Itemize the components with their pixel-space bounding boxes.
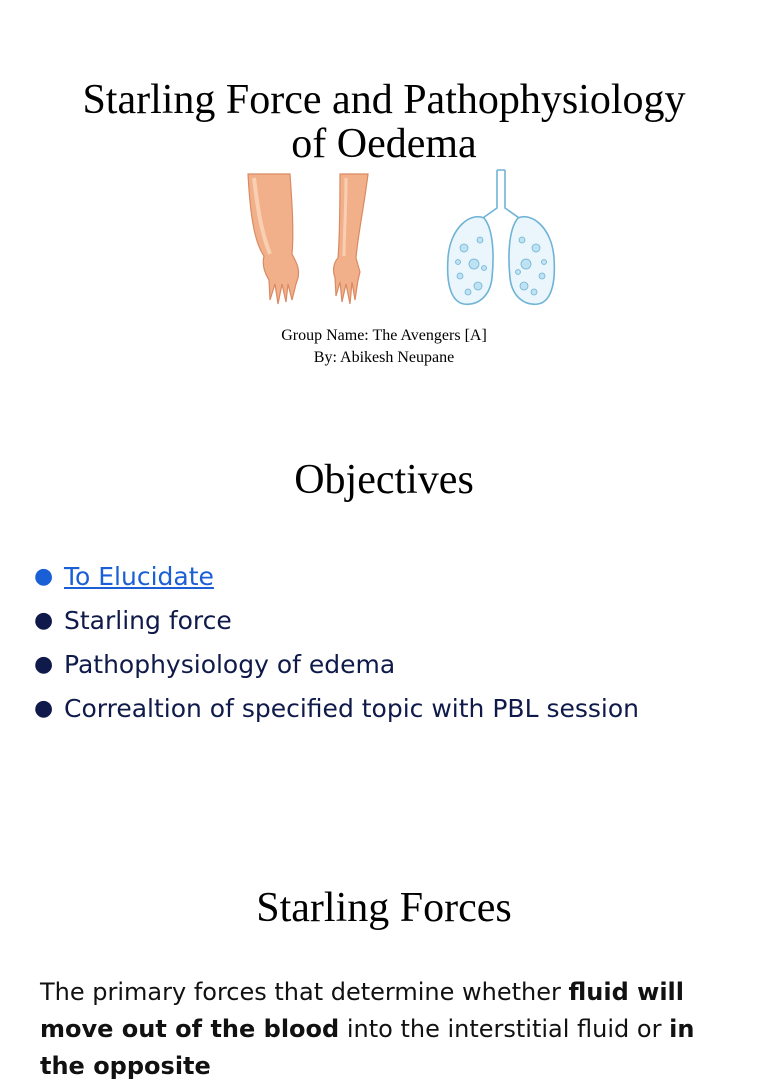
objective-item: [30, 688, 639, 732]
para-bold-text: fluid will move out of the blood: [40, 978, 685, 1043]
bullet-icon: ●: [34, 608, 54, 633]
objective-item: [30, 644, 639, 688]
para-text: into the interstitial fluid or: [339, 1015, 670, 1043]
objective-item: [30, 600, 639, 644]
normal-arm-icon: [334, 174, 368, 304]
para-bold-text: in the opposite: [40, 1015, 695, 1080]
title-line-2: of Oedema: [291, 121, 477, 167]
starling-forces-heading: Starling Forces: [256, 885, 512, 931]
objective-label: Correaltion of specified topic with PBL session: [64, 694, 639, 723]
objectives-list: [30, 556, 639, 732]
lungs-icon: [448, 170, 555, 304]
objectives-heading: Objectives: [294, 457, 474, 503]
title-line-1: Starling Force and Pathophysiology: [82, 77, 686, 123]
para-text: The primary forces that determine whether: [40, 978, 569, 1006]
swollen-arm-illustration: [240, 172, 375, 312]
bullet-icon: ●: [34, 696, 54, 721]
group-name: Group Name: The Avengers [A]: [281, 327, 487, 344]
bullet-icon: ●: [34, 652, 54, 677]
lungs-illustration: [440, 168, 562, 310]
slide-title: [0, 78, 768, 166]
objective-label: Pathophysiology of edema: [64, 650, 396, 679]
objective-link[interactable]: To Elucidate: [64, 562, 214, 591]
objective-item[interactable]: [30, 556, 639, 600]
author-line: By: Abikesh Neupane: [313, 349, 455, 366]
starling-paragraph: [40, 974, 740, 1085]
bullet-icon: ●: [34, 564, 54, 589]
objective-label: Starling force: [64, 606, 232, 635]
